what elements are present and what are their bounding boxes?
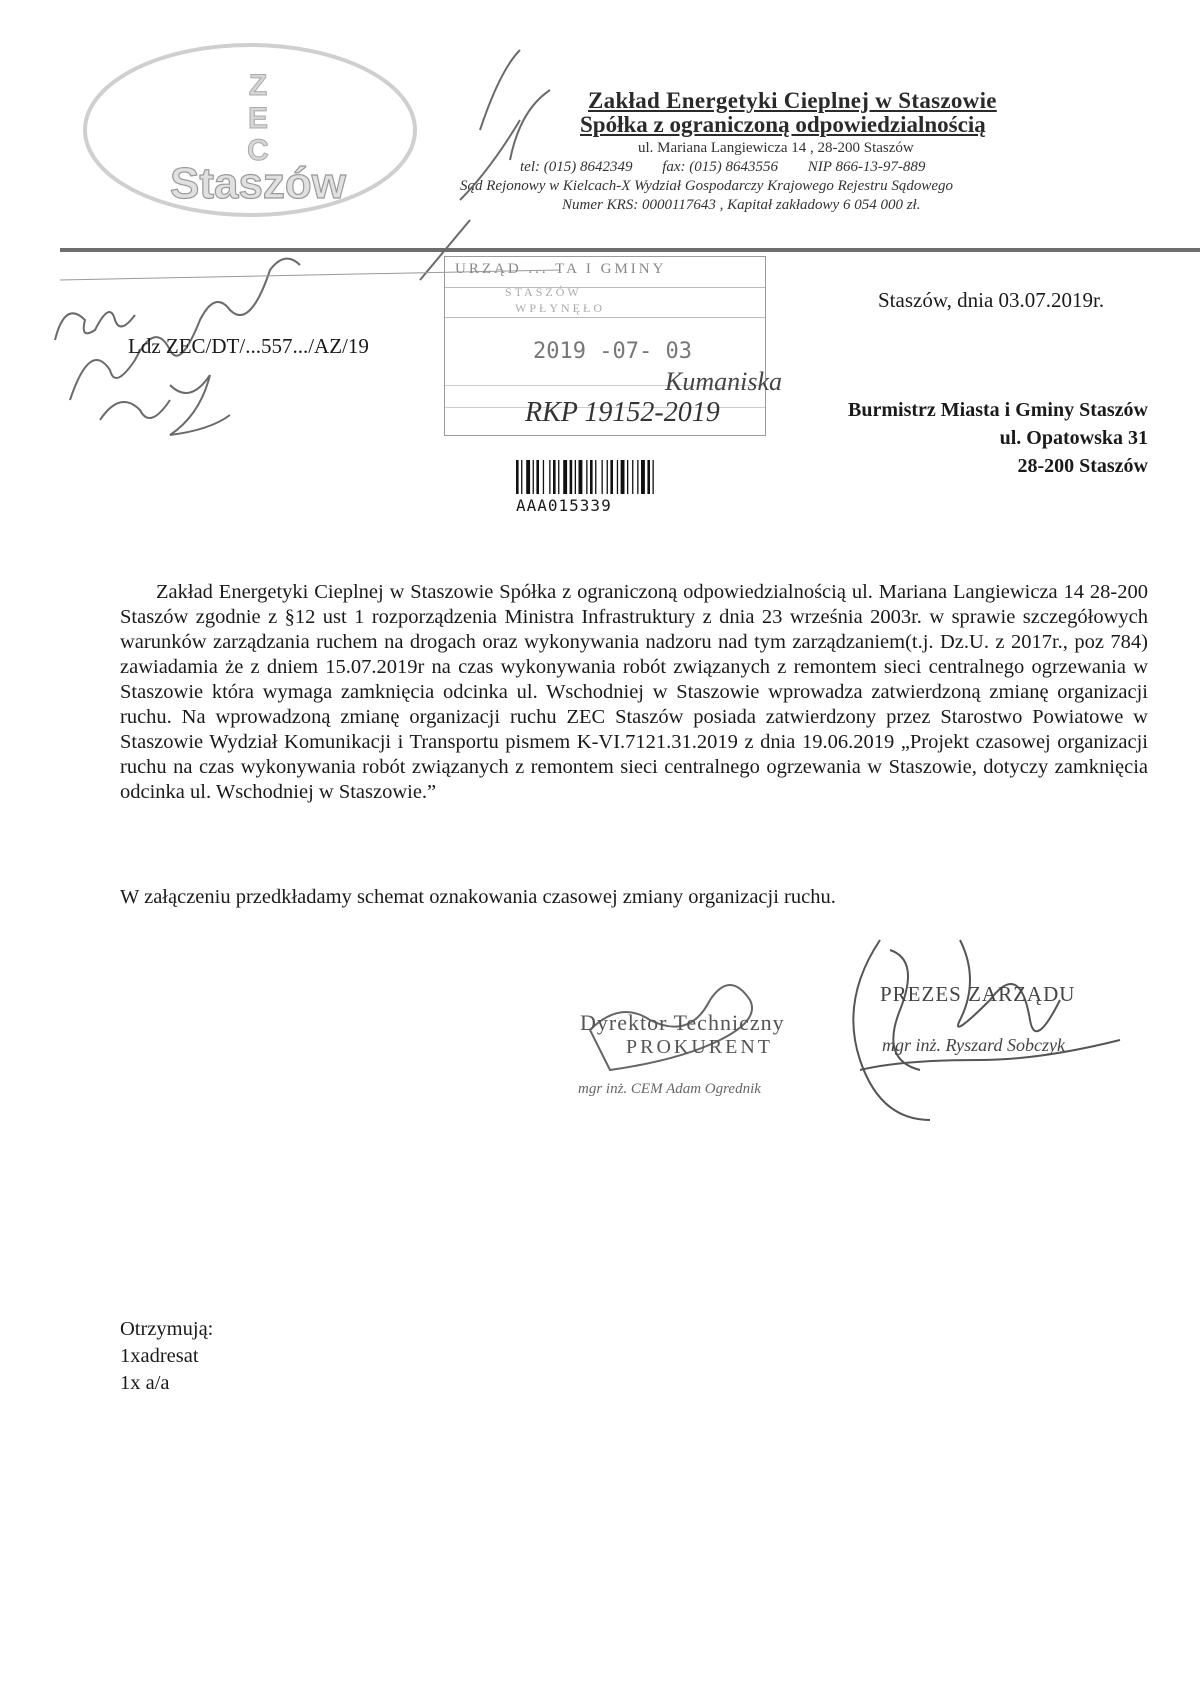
stamp-received: WPŁYNĘŁO bbox=[515, 301, 605, 315]
svg-text:C: C bbox=[247, 134, 269, 167]
stamp-handwritten-name: Kumaniska bbox=[665, 367, 782, 396]
body-paragraph: Zakład Energetyki Cieplnej w Staszowie Spółka z ograniczoną odpowiedzialnością ul. Mariana Langiewicza 14 28-200 Staszów zgodnie z §12 ust 1 rozporządzenia Ministra Infrastruktury z dnia 23 września 2003r. w sprawie szczegółowych warunków zarządzania ruchem na drogach oraz wykonywania nadzoru nad tym zarządzaniem(t.j. Dz.U. z 2017r., poz 784) zawiadamia że z dniem 15.07.2019r na czas wykonywania robót związanych z remontem sieci centralnego ogrzewania w Staszowie która wymaga zamknięcia odcinka ul. Wschodniej w Staszowie wprowadza zatwierdzoną zmianę organizacji ruchu. Na wprowadzoną zmianę organizacji ruchu ZEC Staszów posiada zatwierdzony przez Starostwo Powiatowe w Staszowie Wydział Komunikacji i Transportu pismem K-VI.7121.31.2019 z dnia 19.06.2019 „Projekt czasowej organizacji ruchu na czas wykonywania robót związanych z remontem sieci centralnego ogrzewania w Staszowie, dotyczy zamknięcia odcinka ul. Wschodniej w Staszowie.” bbox=[120, 581, 1148, 803]
barcode-bar bbox=[516, 460, 519, 494]
distribution-heading: Otrzymują: bbox=[120, 1318, 214, 1340]
stamp-rule bbox=[445, 287, 765, 288]
barcode-bar bbox=[590, 460, 593, 494]
barcode-bar bbox=[543, 460, 544, 494]
company-court: Sąd Rejonowy w Kielcach-X Wydział Gospodarczy Krajowego Rejestru Sądowego bbox=[460, 178, 954, 194]
distribution-item: 1xadresat bbox=[120, 1345, 199, 1367]
barcode-bar bbox=[602, 460, 603, 494]
stamp-registry-number: RKP 19152-2019 bbox=[525, 397, 720, 428]
stamp-subtitle: STASZÓW bbox=[505, 285, 582, 299]
distribution-list bbox=[120, 1316, 213, 1397]
barcode-bar bbox=[617, 460, 618, 494]
barcode-bar bbox=[570, 460, 573, 494]
barcode-bar bbox=[610, 460, 613, 494]
signature-name: mgr inż. CEM Adam Ogrednik bbox=[578, 1081, 761, 1097]
barcode-bar bbox=[641, 460, 645, 494]
barcode-code: AAA015339 bbox=[516, 496, 612, 515]
recipient-line: Burmistrz Miasta i Gminy Staszów bbox=[848, 399, 1148, 421]
signature-title: Dyrektor Techniczny bbox=[580, 1010, 785, 1035]
company-nip: NIP 866-13-97-889 bbox=[807, 159, 926, 175]
stamp-date: 2019 -07- 03 bbox=[533, 339, 692, 364]
stamp-rule bbox=[445, 317, 765, 318]
barcode-bar bbox=[526, 460, 530, 494]
barcode bbox=[516, 460, 714, 494]
distribution-item: 1x a/a bbox=[120, 1372, 170, 1394]
stamp-title: URZĄD ... TA I GMINY bbox=[455, 261, 667, 277]
signature-name: mgr inż. Ryszard Sobczyk bbox=[882, 1035, 1065, 1055]
company-contact bbox=[520, 159, 1160, 176]
barcode-bar bbox=[647, 460, 650, 494]
barcode-bar bbox=[653, 460, 654, 494]
signature-president bbox=[880, 982, 1140, 1056]
recipient-address bbox=[848, 396, 1148, 480]
barcode-bar bbox=[586, 460, 587, 494]
recipient-line: 28-200 Staszów bbox=[1017, 455, 1148, 477]
letter-reference: Ldz ZEC/DT/...557.../AZ/19 bbox=[128, 334, 369, 358]
company-header bbox=[460, 88, 1160, 214]
company-name: Zakład Energetyki Cieplnej w Staszowie bbox=[588, 88, 997, 113]
company-fax: fax: (015) 8643556 bbox=[662, 159, 779, 175]
barcode-bar bbox=[595, 460, 596, 494]
company-legal-form: Spółka z ograniczoną odpowiedzialnością bbox=[580, 112, 986, 137]
barcode-bar bbox=[558, 460, 559, 494]
letter-body bbox=[120, 580, 1148, 805]
barcode-bar bbox=[549, 460, 550, 494]
signature-technical-director bbox=[580, 1010, 860, 1098]
incoming-stamp bbox=[444, 256, 782, 436]
recipient-line: ul. Opatowska 31 bbox=[999, 427, 1148, 449]
svg-text:Staszów: Staszów bbox=[169, 159, 347, 208]
signature-role: PROKURENT bbox=[626, 1036, 774, 1058]
barcode-bar bbox=[553, 460, 556, 494]
barcode-bar bbox=[637, 460, 638, 494]
attachment-note: W załączeniu przedkładamy schemat oznakowania czasowej zmiany organizacji ruchu. bbox=[120, 886, 836, 908]
letter-date: Staszów, dnia 03.07.2019r. bbox=[878, 288, 1105, 312]
company-krs: Numer KRS: 0000117643 , Kapitał zakładowy 6 054 000 zł. bbox=[562, 197, 921, 213]
barcode-bar bbox=[607, 460, 608, 494]
barcode-bar bbox=[579, 460, 583, 494]
svg-text:Z: Z bbox=[248, 69, 268, 102]
signature-title: PREZES ZARZĄDU bbox=[880, 982, 1076, 1006]
barcode-bar bbox=[536, 460, 539, 494]
barcode-bar bbox=[563, 460, 567, 494]
company-address: ul. Mariana Langiewicza 14 , 28-200 Staszów bbox=[638, 140, 914, 156]
barcode-bar bbox=[627, 460, 628, 494]
barcode-bar bbox=[575, 460, 576, 494]
barcode-bar bbox=[521, 460, 522, 494]
barcode-bar bbox=[533, 460, 534, 494]
barcode-bar bbox=[632, 460, 633, 494]
company-tel: tel: (015) 8642349 bbox=[520, 159, 633, 175]
svg-text:E: E bbox=[247, 102, 269, 135]
barcode-bar bbox=[621, 460, 625, 494]
